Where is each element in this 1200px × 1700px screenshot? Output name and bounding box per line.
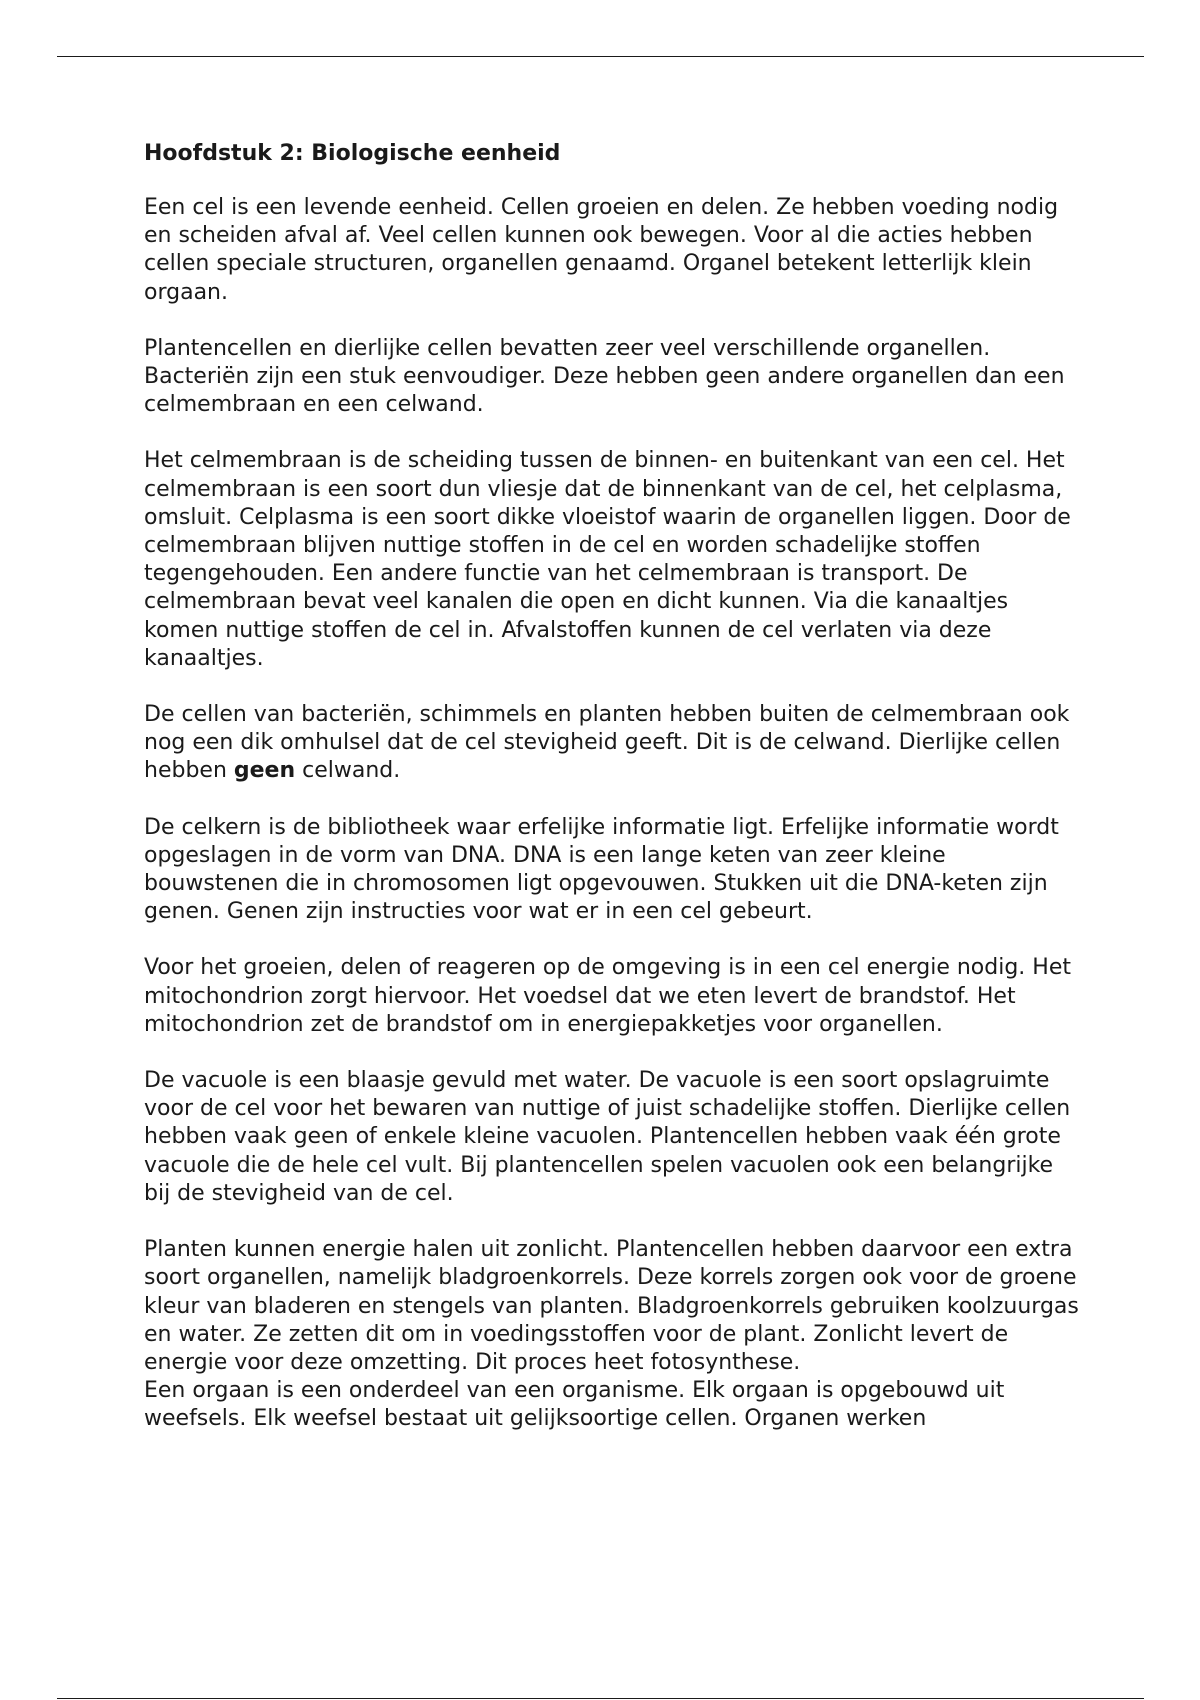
paragraph-mitochondrion: Voor het groeien, delen of reageren op de omgeving is in een cel energie nodig. Het mitochondrion zorgt hiervoor. Het voedsel dat we eten levert de brandstof. Het mitochondrion zet de brandstof om in energiepakketjes voor organellen.	[144, 955, 1071, 1037]
header-rule	[57, 56, 1144, 57]
cell-wall-text-start: De cellen van bacteriën, schimmels en planten hebben buiten de celmembraan ook nog een dik omhulsel dat de cel stevigheid geeft. Dit is de celwand. Dierlijke cellen hebben	[144, 702, 1070, 784]
chapter-title: Hoofdstuk 2: Biologische eenheid	[144, 141, 561, 166]
paragraph-cell-membrane: Het celmembraan is de scheiding tussen de binnen- en buitenkant van een cel. Het celmembraan is een soort dun vliesje dat de binnenkant van de cel, het celplasma, omsluit. Celplasma is een soort dikke vloeistof waarin de organellen liggen. Door de celmembraan blijven nuttige stoffen in de cel en worden schadelijke stoffen tegengehouden. Een andere functie van het celmembraan is transport. De celmembraan bevat veel kanalen die open en dicht kunnen. Via die kanaaltjes komen nuttige stoffen de cel in. Afvalstoffen kunnen de cel verlaten via deze kanaaltjes.	[144, 448, 1071, 671]
paragraph-vacuole: De vacuole is een blaasje gevuld met water. De vacuole is een soort opslagruimte voor de cel voor het bewaren van nuttige of juist schadelijke stoffen. Dierlijke cellen hebben vaak geen of enkele kleine vacuolen. Plantencellen hebben vaak één grote vacuole die de hele cel vult. Bij plantencellen spelen vacuolen ook een belangrijke bij de stevigheid van de cel.	[144, 1068, 1071, 1206]
paragraph-cell-wall	[144, 701, 1084, 786]
cell-wall-emphasis: geen	[233, 758, 296, 784]
paragraph-cell-intro: Een cel is een levende eenheid. Cellen groeien en delen. Ze hebben voeding nodig en scheiden afval af. Veel cellen kunnen ook bewegen. Voor al die acties hebben cellen speciale structuren, organellen genaamd. Organel betekent letterlijk klein orgaan.	[144, 195, 1059, 305]
cell-wall-text-end: celwand.	[295, 758, 401, 784]
paragraph-organelles: Plantencellen en dierlijke cellen bevatten zeer veel verschillende organellen. Bacteriën zijn een stuk eenvoudiger. Deze hebben geen andere organellen dan een celmembraan en een celwand.	[144, 335, 1065, 418]
paragraph-photosynthesis: Planten kunnen energie halen uit zonlicht. Plantencellen hebben daarvoor een extra soort organellen, namelijk bladgroenkorrels. Deze korrels zorgen ook voor de groene kleur van bladeren en stengels van planten. Bladgroenkorrels gebruiken koolzuurgas en water. Ze zetten dit om in voedingsstoffen voor de plant. Zonlicht levert de energie voor deze omzetting. Dit proces heet fotosynthese.	[144, 1237, 1079, 1375]
footer-rule	[57, 1698, 1144, 1699]
paragraph-nucleus: De celkern is de bibliotheek waar erfelijke informatie ligt. Erfelijke informatie wordt opgeslagen in de vorm van DNA. DNA is een lange keten van zeer kleine bouwstenen die in chromosomen ligt opgevouwen. Stukken uit die DNA-keten zijn genen. Genen zijn instructies voor wat er in een cel gebeurt.	[144, 814, 1059, 925]
document-body	[144, 140, 1084, 1434]
paragraph-organ: Een orgaan is een onderdeel van een organisme. Elk orgaan is opgebouwd uit weefsels. Elk weefsel bestaat uit gelijksoortige cellen. Organen werken	[144, 1378, 1005, 1432]
